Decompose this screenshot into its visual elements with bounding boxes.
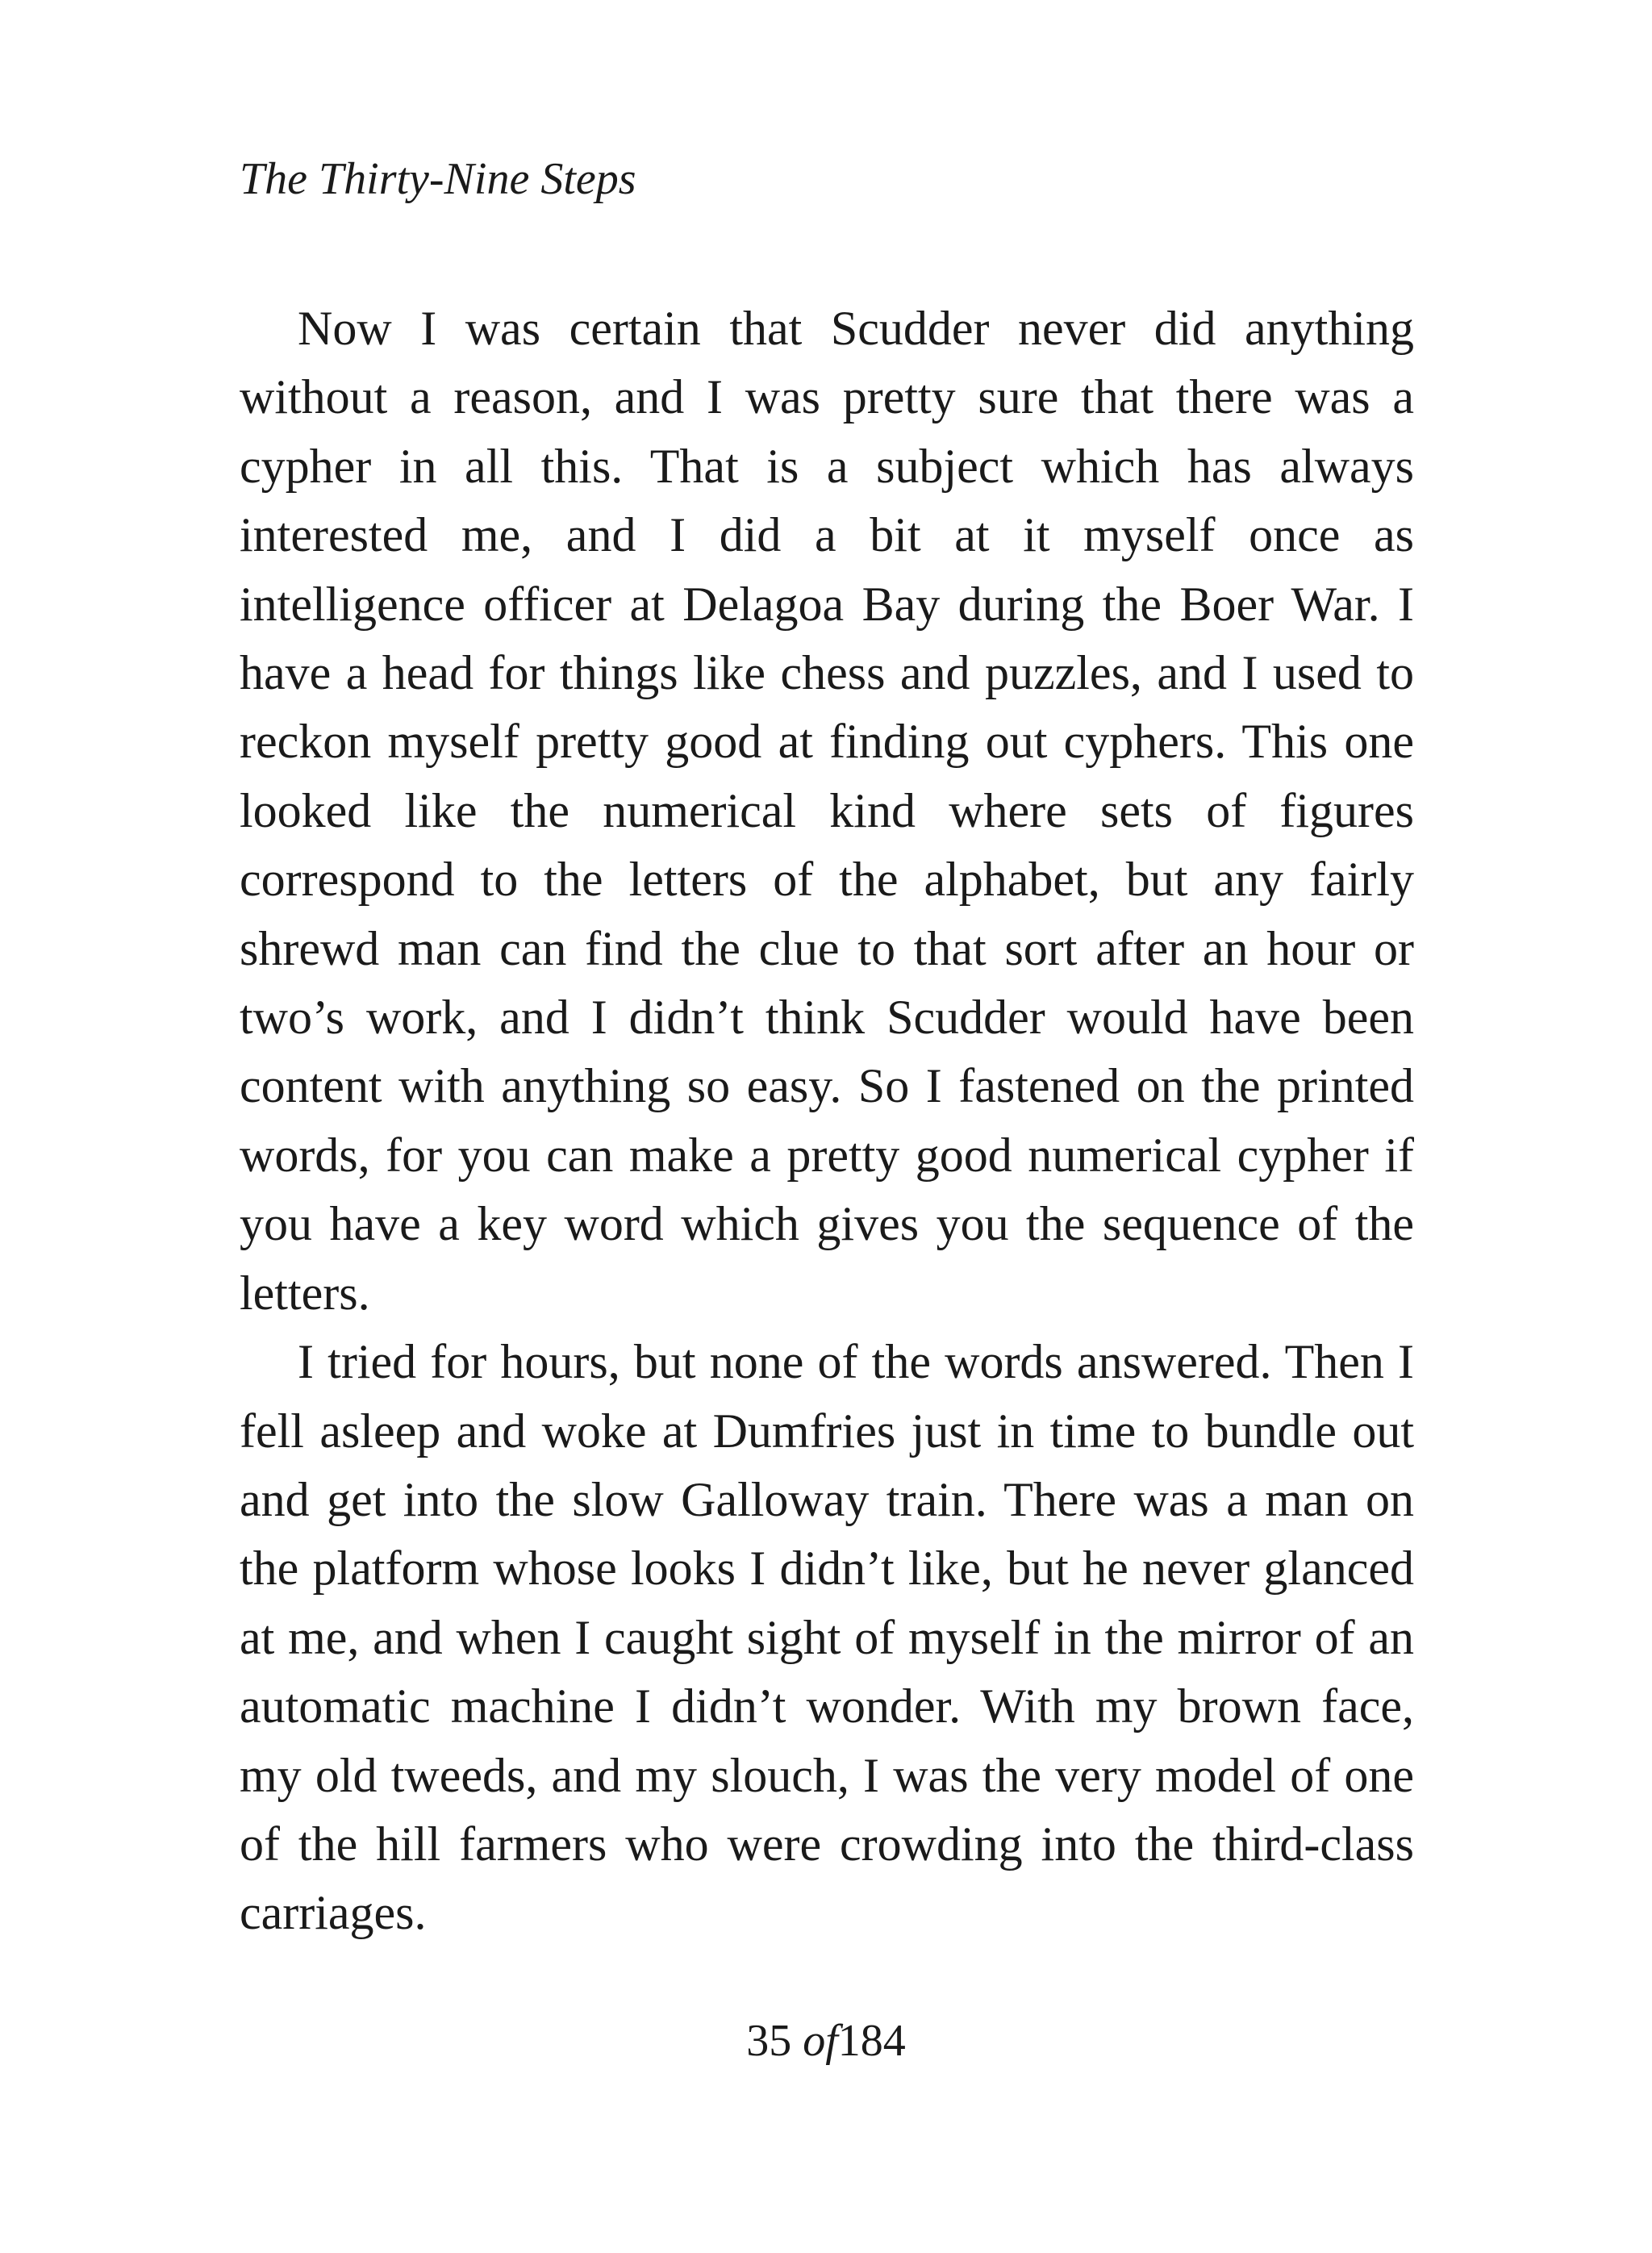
page-number [0,2012,1652,2070]
total-page-count: 184 [837,2016,906,2066]
body-text [240,294,1414,1948]
page-number-separator: of [803,2016,838,2066]
running-head: The Thirty-Nine Steps [240,154,636,204]
paragraph: Now I was certain that Scudder never did anything without a reason, and I was pretty sure that there was a cypher in all this. That is a subject which has always interested me, and I did a bit at it myself once as intelligence officer at Delagoa Bay during the Boer War. I have a head for things like chess and puzzles, and I used to reckon myself pretty good at finding out cyphers. This one looked like the numerical kind where sets of figures correspond to the letters of the alphabet, but any fairly shrewd man can find the clue to that sort after an hour or two’s work, and I didn’t think Scudder would have been content with anything so easy. So I fastened on the printed words, for you can make a pretty good numerical cypher if you have a key word which gives you the sequence of the letters. [240,302,1414,1320]
paragraph: I tried for hours, but none of the words answered. Then I fell asleep and woke at Dumfries just in time to bundle out and get into the slow Galloway train. There was a man on the platform whose looks I didn’t like, but he never glanced at me, and when I caught sight of myself in the mirror of an automatic machine I didn’t wonder. With my brown face, my old tweeds, and my slouch, I was the very model of one of the hill farmers who were crowding into the third-class carriages. [240,1335,1414,1940]
current-page-number: 35 [746,2016,792,2066]
